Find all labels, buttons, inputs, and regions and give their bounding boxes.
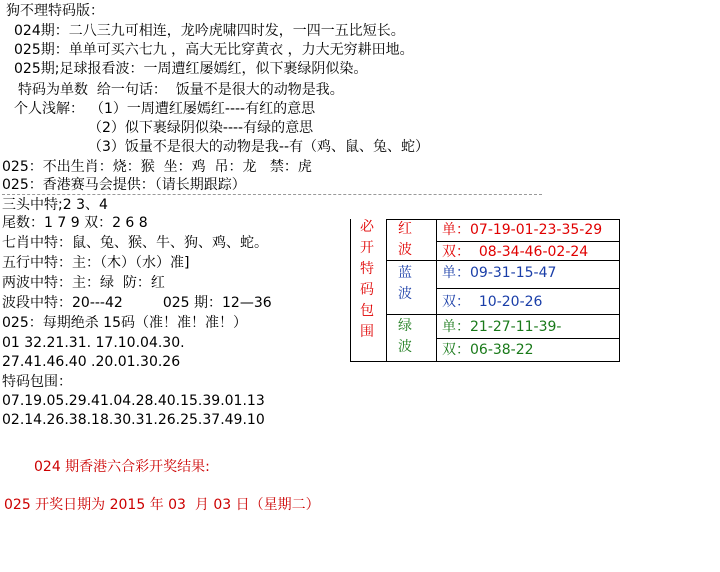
prediction-line: 07.19.05.29.41.04.28.40.15.39.01.13 bbox=[2, 393, 265, 409]
prediction-line: 五行中特：主：（木）（水）准] bbox=[2, 255, 190, 271]
poem-line-024: 024期：二八三九可相连，龙吟虎啸四时发，一四一五比短长。 bbox=[14, 23, 405, 39]
red-double-numbers: 双： 08-34-46-02-24 bbox=[442, 244, 589, 260]
prediction-line: 波段中特：20---42 025 期：12—36 bbox=[2, 295, 272, 311]
source-line: 025：香港赛马会提供：（请长期跟踪） bbox=[2, 177, 246, 193]
side-label: 必 开 特 码 包 围 bbox=[360, 219, 374, 340]
table-border bbox=[350, 219, 351, 362]
table-border bbox=[386, 314, 620, 315]
blue-single-numbers: 单：09-31-15-47 bbox=[442, 265, 557, 281]
table-border bbox=[436, 288, 620, 289]
table-border bbox=[350, 361, 620, 362]
prediction-line: 27.41.46.40 .20.01.30.26 bbox=[2, 354, 181, 370]
table-border bbox=[436, 338, 620, 339]
green-double-numbers: 双：06-38-22 bbox=[442, 342, 534, 358]
prediction-line: 尾数：1 7 9 双：2 6 8 bbox=[2, 215, 148, 231]
prediction-line: 两波中特：主：绿 防：红 bbox=[2, 275, 165, 291]
draw-date: 025 开奖日期为 2015 年 03 月 03 日（星期二） bbox=[4, 497, 320, 513]
prediction-line: 三头中特;2 3、4 bbox=[2, 197, 108, 213]
prediction-line: 七肖中特：鼠、兔、猴、牛、狗、鸡、蛇。 bbox=[2, 235, 268, 251]
red-wave-label: 红 波 bbox=[398, 221, 412, 258]
table-border bbox=[386, 219, 387, 362]
divider bbox=[2, 194, 542, 195]
analysis-item: （2）似下裹绿阴似染----有绿的意思 bbox=[88, 120, 314, 136]
blue-double-numbers: 双： 10-20-26 bbox=[442, 294, 543, 310]
prediction-line: 01 32.21.31. 17.10.04.30. bbox=[2, 335, 185, 351]
poem-line-football: 025期;足球报看波：一周遭红屡嫣红，似下裹绿阴似染。 bbox=[14, 61, 368, 77]
poem-line-025: 025期：单单可买六七九 ，高大无比穿黄衣 ，力大无穷耕田地。 bbox=[14, 42, 414, 58]
analysis-item: （1）一周遭红屡嫣红----有红的意思 bbox=[90, 101, 316, 117]
green-single-numbers: 单：21-27-11-39- bbox=[442, 319, 562, 335]
table-border bbox=[386, 219, 620, 220]
blue-wave-label: 蓝 波 bbox=[398, 265, 412, 302]
analysis-label: 个人浅解： bbox=[14, 101, 84, 117]
prediction-line: 025：每期绝杀 15码（准！准！准！） bbox=[2, 315, 247, 331]
analysis-item: （3）饭量不是很大的动物是我--有（鸡、鼠、兔、蛇） bbox=[88, 139, 430, 155]
red-single-numbers: 单：07-19-01-23-35-29 bbox=[442, 222, 603, 238]
page-title: 狗不理特码版： bbox=[6, 3, 104, 19]
zodiac-line: 025：不出生肖：烧：猴 坐：鸡 吊：龙 禁：虎 bbox=[2, 159, 312, 175]
wave-table bbox=[350, 219, 620, 362]
result-title: 024 期香港六合彩开奖结果: bbox=[34, 459, 210, 475]
prediction-line: 02.14.26.38.18.30.31.26.25.37.49.10 bbox=[2, 412, 265, 428]
hint-line: 特码为单数 给一句话： 饭量不是很大的动物是我。 bbox=[18, 82, 344, 98]
green-wave-label: 绿 波 bbox=[398, 318, 412, 355]
table-border bbox=[436, 241, 620, 242]
prediction-line: 特码包围： bbox=[2, 374, 72, 390]
